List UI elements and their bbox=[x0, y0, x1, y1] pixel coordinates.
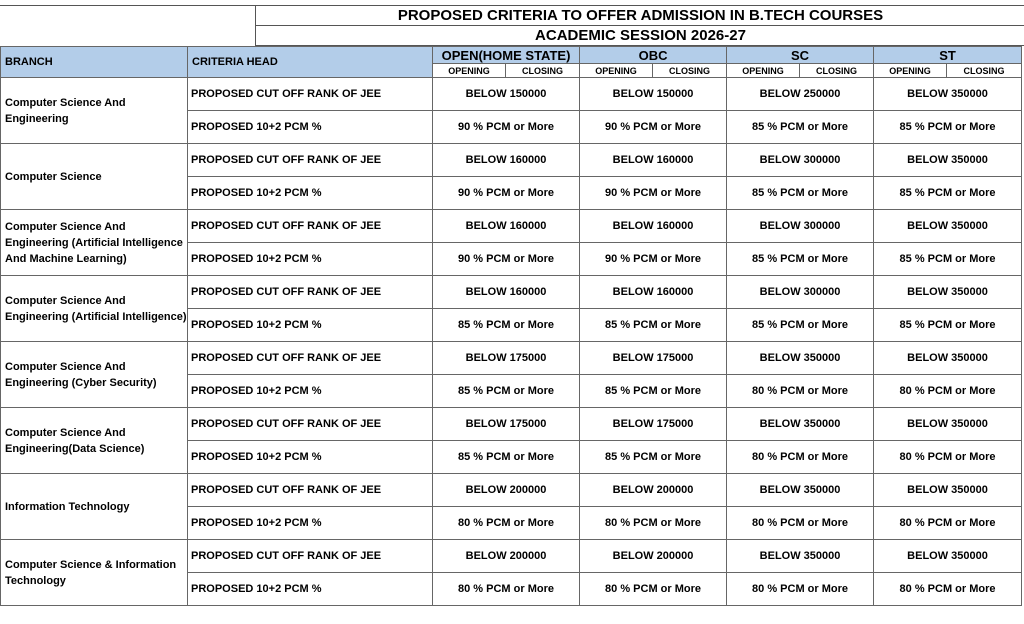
st-value: 85 % PCM or More bbox=[874, 243, 1022, 276]
obc-value: BELOW 200000 bbox=[580, 540, 727, 573]
st-value: BELOW 350000 bbox=[874, 210, 1022, 243]
branch-name: Computer Science & Information Technology bbox=[1, 540, 188, 606]
criteria-table bbox=[0, 46, 1022, 606]
academic-session: ACADEMIC SESSION 2026-27 bbox=[255, 26, 1024, 46]
sc-value: 85 % PCM or More bbox=[727, 243, 874, 276]
header-opening: OPENING bbox=[580, 64, 653, 78]
obc-value: 90 % PCM or More bbox=[580, 243, 727, 276]
sc-value: 80 % PCM or More bbox=[727, 375, 874, 408]
sc-value: BELOW 300000 bbox=[727, 210, 874, 243]
open-value: BELOW 150000 bbox=[433, 78, 580, 111]
header-closing: CLOSING bbox=[653, 64, 727, 78]
sc-value: BELOW 250000 bbox=[727, 78, 874, 111]
branch-name: Computer Science And Engineering (Artificial Intelligence And Machine Learning) bbox=[1, 210, 188, 276]
criteria-label: PROPOSED 10+2 PCM % bbox=[188, 243, 433, 276]
criteria-label: PROPOSED 10+2 PCM % bbox=[188, 573, 433, 606]
criteria-label: PROPOSED 10+2 PCM % bbox=[188, 441, 433, 474]
table-row bbox=[1, 276, 1022, 309]
open-value: BELOW 160000 bbox=[433, 210, 580, 243]
criteria-label: PROPOSED 10+2 PCM % bbox=[188, 309, 433, 342]
sc-value: 80 % PCM or More bbox=[727, 441, 874, 474]
table-row bbox=[1, 408, 1022, 441]
sc-value: 85 % PCM or More bbox=[727, 309, 874, 342]
branch-name: Computer Science And Engineering bbox=[1, 78, 188, 144]
obc-value: BELOW 160000 bbox=[580, 144, 727, 177]
criteria-label: PROPOSED CUT OFF RANK OF JEE bbox=[188, 144, 433, 177]
header-st: ST bbox=[874, 47, 1022, 64]
obc-value: BELOW 200000 bbox=[580, 474, 727, 507]
sc-value: BELOW 350000 bbox=[727, 408, 874, 441]
header-opening: OPENING bbox=[727, 64, 800, 78]
criteria-label: PROPOSED CUT OFF RANK OF JEE bbox=[188, 276, 433, 309]
st-value: 80 % PCM or More bbox=[874, 441, 1022, 474]
obc-value: BELOW 150000 bbox=[580, 78, 727, 111]
branch-name: Computer Science And Engineering(Data Science) bbox=[1, 408, 188, 474]
header-opening: OPENING bbox=[433, 64, 506, 78]
open-value: 85 % PCM or More bbox=[433, 309, 580, 342]
obc-value: 90 % PCM or More bbox=[580, 111, 727, 144]
table-row bbox=[1, 144, 1022, 177]
open-value: 90 % PCM or More bbox=[433, 177, 580, 210]
sc-value: BELOW 350000 bbox=[727, 342, 874, 375]
obc-value: BELOW 160000 bbox=[580, 276, 727, 309]
obc-value: 90 % PCM or More bbox=[580, 177, 727, 210]
st-value: BELOW 350000 bbox=[874, 276, 1022, 309]
header-sc: SC bbox=[727, 47, 874, 64]
header-closing: CLOSING bbox=[947, 64, 1022, 78]
branch-name: Computer Science And Engineering (Cyber Security) bbox=[1, 342, 188, 408]
header-closing: CLOSING bbox=[800, 64, 874, 78]
criteria-label: PROPOSED 10+2 PCM % bbox=[188, 507, 433, 540]
st-value: 85 % PCM or More bbox=[874, 309, 1022, 342]
obc-value: 80 % PCM or More bbox=[580, 573, 727, 606]
st-value: BELOW 350000 bbox=[874, 144, 1022, 177]
obc-value: BELOW 175000 bbox=[580, 408, 727, 441]
sc-value: 80 % PCM or More bbox=[727, 573, 874, 606]
obc-value: 85 % PCM or More bbox=[580, 375, 727, 408]
header-obc: OBC bbox=[580, 47, 727, 64]
criteria-label: PROPOSED CUT OFF RANK OF JEE bbox=[188, 342, 433, 375]
open-value: BELOW 200000 bbox=[433, 540, 580, 573]
st-value: 85 % PCM or More bbox=[874, 111, 1022, 144]
table-row bbox=[1, 210, 1022, 243]
criteria-label: PROPOSED CUT OFF RANK OF JEE bbox=[188, 474, 433, 507]
st-value: BELOW 350000 bbox=[874, 408, 1022, 441]
sc-value: 80 % PCM or More bbox=[727, 507, 874, 540]
st-value: 80 % PCM or More bbox=[874, 573, 1022, 606]
obc-value: BELOW 175000 bbox=[580, 342, 727, 375]
open-value: 85 % PCM or More bbox=[433, 375, 580, 408]
sc-value: BELOW 300000 bbox=[727, 144, 874, 177]
open-value: BELOW 160000 bbox=[433, 144, 580, 177]
criteria-label: PROPOSED 10+2 PCM % bbox=[188, 375, 433, 408]
header-open: OPEN(HOME STATE) bbox=[433, 47, 580, 64]
criteria-label: PROPOSED 10+2 PCM % bbox=[188, 177, 433, 210]
header-row-categories bbox=[1, 47, 1022, 64]
criteria-label: PROPOSED CUT OFF RANK OF JEE bbox=[188, 78, 433, 111]
branch-name: Information Technology bbox=[1, 474, 188, 540]
st-value: 85 % PCM or More bbox=[874, 177, 1022, 210]
st-value: 80 % PCM or More bbox=[874, 507, 1022, 540]
obc-value: 85 % PCM or More bbox=[580, 441, 727, 474]
header-criteria: CRITERIA HEAD bbox=[188, 47, 433, 78]
open-value: BELOW 200000 bbox=[433, 474, 580, 507]
open-value: BELOW 175000 bbox=[433, 408, 580, 441]
sc-value: 85 % PCM or More bbox=[727, 177, 874, 210]
sc-value: BELOW 350000 bbox=[727, 540, 874, 573]
st-value: BELOW 350000 bbox=[874, 78, 1022, 111]
st-value: BELOW 350000 bbox=[874, 474, 1022, 507]
obc-value: 80 % PCM or More bbox=[580, 507, 727, 540]
st-value: 80 % PCM or More bbox=[874, 375, 1022, 408]
table-row bbox=[1, 78, 1022, 111]
open-value: 90 % PCM or More bbox=[433, 111, 580, 144]
criteria-label: PROPOSED CUT OFF RANK OF JEE bbox=[188, 540, 433, 573]
open-value: BELOW 160000 bbox=[433, 276, 580, 309]
open-value: 90 % PCM or More bbox=[433, 243, 580, 276]
open-value: 80 % PCM or More bbox=[433, 573, 580, 606]
st-value: BELOW 350000 bbox=[874, 342, 1022, 375]
branch-name: Computer Science And Engineering (Artificial Intelligence) bbox=[1, 276, 188, 342]
obc-value: BELOW 160000 bbox=[580, 210, 727, 243]
st-value: BELOW 350000 bbox=[874, 540, 1022, 573]
criteria-label: PROPOSED CUT OFF RANK OF JEE bbox=[188, 408, 433, 441]
criteria-label: PROPOSED CUT OFF RANK OF JEE bbox=[188, 210, 433, 243]
obc-value: 85 % PCM or More bbox=[580, 309, 727, 342]
header-opening: OPENING bbox=[874, 64, 947, 78]
header-branch: BRANCH bbox=[1, 47, 188, 78]
table-row bbox=[1, 342, 1022, 375]
sc-value: BELOW 350000 bbox=[727, 474, 874, 507]
sc-value: 85 % PCM or More bbox=[727, 111, 874, 144]
document-title: PROPOSED CRITERIA TO OFFER ADMISSION IN B.TECH COURSES bbox=[255, 6, 1024, 26]
branch-name: Computer Science bbox=[1, 144, 188, 210]
open-value: 85 % PCM or More bbox=[433, 441, 580, 474]
open-value: 80 % PCM or More bbox=[433, 507, 580, 540]
table-row bbox=[1, 474, 1022, 507]
table-row bbox=[1, 540, 1022, 573]
open-value: BELOW 175000 bbox=[433, 342, 580, 375]
sc-value: BELOW 300000 bbox=[727, 276, 874, 309]
header-closing: CLOSING bbox=[506, 64, 580, 78]
criteria-label: PROPOSED 10+2 PCM % bbox=[188, 111, 433, 144]
